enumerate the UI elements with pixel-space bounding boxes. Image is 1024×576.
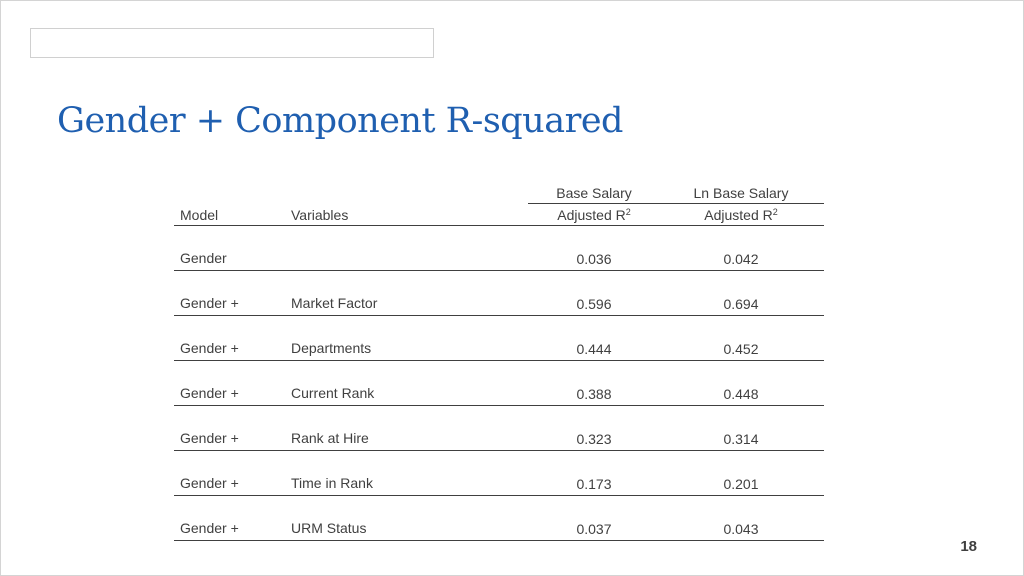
cell-variables: Time in Rank: [291, 475, 373, 491]
table-row: [174, 226, 824, 271]
cell-base-salary-r2: 0.596: [576, 296, 612, 312]
table-row: [174, 451, 824, 496]
table-group-header-row: [174, 179, 824, 203]
cell-base-salary-r2: 0.036: [576, 251, 612, 267]
header-model: Model: [180, 207, 219, 223]
header-ln-adjusted-r2: [671, 207, 811, 223]
table-body: [174, 226, 824, 541]
cell-ln-base-salary-r2: 0.452: [723, 341, 759, 357]
cell-model: Gender +: [180, 340, 239, 356]
table-row: [174, 316, 824, 361]
table-row: [174, 361, 824, 406]
slide-title: Gender + Component R-squared: [57, 101, 623, 141]
cell-model: Gender +: [180, 295, 239, 311]
cell-variables: Market Factor: [291, 295, 378, 311]
cell-ln-base-salary-r2: 0.043: [723, 521, 759, 537]
cell-ln-base-salary-r2: 0.448: [723, 386, 759, 402]
cell-ln-base-salary-r2: 0.314: [723, 431, 759, 447]
text-box-placeholder[interactable]: [30, 28, 434, 58]
cell-model: Gender +: [180, 385, 239, 401]
header-base-adjusted-r2: [524, 207, 664, 223]
header-variables: Variables: [291, 207, 349, 223]
cell-variables: Departments: [291, 340, 372, 356]
cell-base-salary-r2: 0.323: [576, 431, 612, 447]
cell-base-salary-r2: 0.444: [576, 341, 612, 357]
results-table: [174, 179, 824, 541]
header-base-metric-label: Adjusted R: [557, 207, 626, 223]
cell-variables: Rank at Hire: [291, 430, 369, 446]
cell-ln-base-salary-r2: 0.042: [723, 251, 759, 267]
table-row: [174, 496, 824, 541]
header-ln-metric-sup: 2: [772, 207, 778, 217]
group-header-ln-base-salary: Ln Base Salary: [693, 185, 789, 201]
cell-ln-base-salary-r2: 0.201: [723, 476, 759, 492]
cell-base-salary-r2: 0.037: [576, 521, 612, 537]
table-header-row: [174, 203, 824, 226]
page-number: 18: [960, 538, 977, 555]
cell-model: Gender +: [180, 430, 239, 446]
cell-variables: Current Rank: [291, 385, 375, 401]
table-row: [174, 406, 824, 451]
header-ln-metric-label: Adjusted R: [704, 207, 773, 223]
cell-base-salary-r2: 0.388: [576, 386, 612, 402]
cell-model: Gender +: [180, 475, 239, 491]
cell-base-salary-r2: 0.173: [576, 476, 612, 492]
cell-model: Gender: [180, 250, 227, 266]
cell-ln-base-salary-r2: 0.694: [723, 296, 759, 312]
group-header-base-salary: Base Salary: [556, 185, 632, 201]
header-base-metric-sup: 2: [625, 207, 631, 217]
cell-model: Gender +: [180, 520, 239, 536]
table-row: [174, 271, 824, 316]
cell-variables: URM Status: [291, 520, 367, 536]
